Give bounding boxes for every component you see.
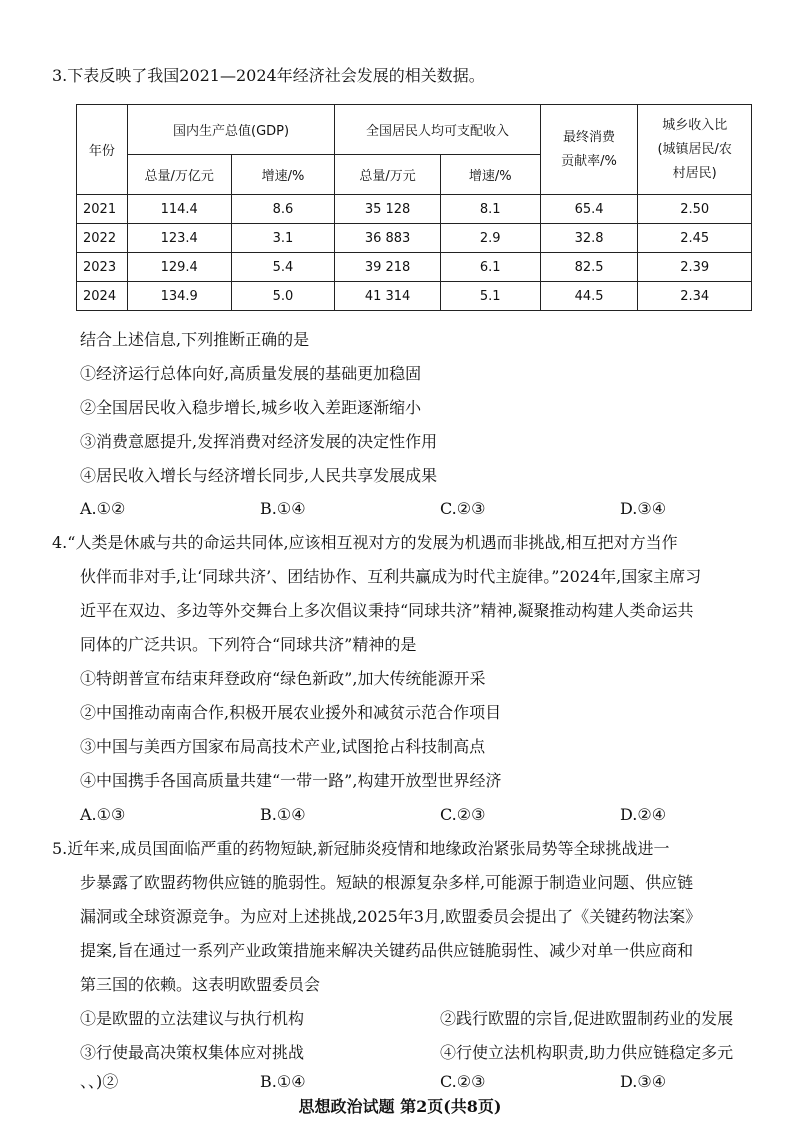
table-sub-income-total: 总量/万元 (335, 155, 441, 195)
q4-statement-2: ②中国推动南南合作,积极开展农业援外和减贫示范合作项目 (80, 703, 502, 722)
q4-option-c[interactable]: C.②③ (440, 805, 486, 824)
q4-option-b[interactable]: B.①④ (260, 805, 306, 824)
table-cell: 2.9 (440, 224, 540, 253)
q4-statement-3: ③中国与美西方国家布局高技术产业,试图抢占科技制高点 (80, 737, 486, 756)
table-header-consumption-line2: 贡献率/% (561, 153, 617, 169)
q3-statement-2: ②全国居民收入稳步增长,城乡收入差距逐渐缩小 (80, 398, 422, 417)
table-row (77, 253, 752, 282)
table-cell: 2021 (77, 195, 128, 224)
table-cell: 2.34 (638, 282, 752, 311)
q4-stem-line-2: 伙伴而非对手,让‘同球共济’、团结协作、互利共赢成为时代主旋律。”2024年,国家主席习 (80, 567, 702, 586)
table-row (77, 282, 752, 311)
table-cell: 5.1 (440, 282, 540, 311)
table-cell: 65.4 (540, 195, 638, 224)
q3-option-c[interactable]: C.②③ (440, 499, 486, 518)
table-header-consumption-line1: 最终消费 (563, 129, 616, 145)
table-cell: 134.9 (127, 282, 231, 311)
q5-statement-1: ①是欧盟的立法建议与执行机构 (80, 1009, 305, 1028)
q3-statement-3: ③消费意愿提升,发挥消费对经济发展的决定性作用 (80, 432, 438, 451)
q3-statement-4: ④居民收入增长与经济增长同步,人民共享发展成果 (80, 466, 438, 485)
page-footer: 思想政治试题 第2页(共8页) (298, 1097, 502, 1116)
q4-statement-1: ①特朗普宣布结束拜登政府“绿色新政”,加大传统能源开采 (80, 669, 486, 688)
q3-option-a[interactable]: A.①② (80, 499, 126, 518)
q5-stem-line-2: 步暴露了欧盟药物供应链的脆弱性。短缺的根源复杂多样,可能源于制造业问题、供应链 (80, 873, 694, 892)
q4-stem-line-1: 4.“人类是休戚与共的命运共同体,应该相互视对方的发展为机遇而非挑战,相互把对方当作 (52, 533, 678, 552)
table-cell: 3.1 (231, 224, 335, 253)
q3-option-d[interactable]: D.③④ (620, 499, 667, 518)
table-cell: 2023 (77, 253, 128, 282)
q3-option-b[interactable]: B.①④ (260, 499, 306, 518)
q4-stem-line-3: 近平在双边、多边等外交舞台上多次倡议秉持“同球共济”精神,凝聚推动构建人类命运共 (80, 601, 694, 620)
table-sub-gdp-growth: 增速/% (231, 155, 335, 195)
q5-statement-3: ③行使最高决策权集体应对挑战 (80, 1043, 305, 1062)
table-cell: 2024 (77, 282, 128, 311)
table-cell: 123.4 (127, 224, 231, 253)
economic-data-table (76, 104, 752, 311)
table-cell: 5.0 (231, 282, 335, 311)
table-cell: 44.5 (540, 282, 638, 311)
table-sub-income-growth: 增速/% (440, 155, 540, 195)
q3-statement-1: ①经济运行总体向好,高质量发展的基础更加稳固 (80, 364, 422, 383)
q5-stem-line-5: 第三国的依赖。这表明欧盟委员会 (80, 975, 321, 994)
q5-option-b[interactable]: B.①④ (260, 1072, 306, 1091)
table-cell: 32.8 (540, 224, 638, 253)
table-cell: 35 128 (335, 195, 441, 224)
q3-prompt: 结合上述信息,下列推断正确的是 (80, 330, 310, 349)
q4-option-a[interactable]: A.①③ (80, 805, 126, 824)
q5-option-a[interactable]: 、、)② (80, 1072, 119, 1091)
table-sub-gdp-total: 总量/万亿元 (127, 155, 231, 195)
q4-statement-4: ④中国携手各国高质量共建“一带一路”,构建开放型世界经济 (80, 771, 502, 790)
q5-option-c[interactable]: C.②③ (440, 1072, 486, 1091)
table-cell: 82.5 (540, 253, 638, 282)
table-header-ratio-line2: (城镇居民/农 (657, 141, 732, 157)
table-cell: 8.6 (231, 195, 335, 224)
table-cell: 129.4 (127, 253, 231, 282)
table-cell: 2022 (77, 224, 128, 253)
q3-stem: 3.下表反映了我国2021—2024年经济社会发展的相关数据。 (52, 66, 485, 85)
table-header-year: 年份 (77, 105, 128, 195)
table-row (77, 224, 752, 253)
table-header-ratio (638, 105, 752, 195)
q4-option-d[interactable]: D.②④ (620, 805, 667, 824)
q5-statement-2: ②践行欧盟的宗旨,促进欧盟制药业的发展 (440, 1009, 734, 1028)
table-cell: 6.1 (440, 253, 540, 282)
table-cell: 39 218 (335, 253, 441, 282)
table-header-income: 全国居民人均可支配收入 (335, 105, 540, 155)
table-row (77, 195, 752, 224)
table-header-ratio-line3: 村居民) (672, 165, 717, 181)
table-cell: 2.50 (638, 195, 752, 224)
table-cell: 41 314 (335, 282, 441, 311)
q5-stem-line-3: 漏洞或全球资源竞争。为应对上述挑战,2025年3月,欧盟委员会提出了《关键药物法案》 (80, 907, 702, 926)
table-cell: 5.4 (231, 253, 335, 282)
table-cell: 114.4 (127, 195, 231, 224)
table-header-ratio-line1: 城乡收入比 (662, 117, 728, 133)
table-cell: 36 883 (335, 224, 441, 253)
q5-option-d[interactable]: D.③④ (620, 1072, 667, 1091)
q5-stem-line-4: 提案,旨在通过一系列产业政策措施来解决关键药品供应链脆弱性、减少对单一供应商和 (80, 941, 694, 960)
q4-stem-line-4: 同体的广泛共识。下列符合“同球共济”精神的是 (80, 635, 417, 654)
table-header-consumption (540, 105, 638, 195)
table-header-gdp: 国内生产总值(GDP) (127, 105, 335, 155)
table-cell: 8.1 (440, 195, 540, 224)
q5-stem-line-1: 5.近年来,成员国面临严重的药物短缺,新冠肺炎疫情和地缘政治紧张局势等全球挑战进一 (52, 839, 670, 858)
table-cell: 2.45 (638, 224, 752, 253)
q5-statement-4: ④行使立法机构职责,助力供应链稳定多元 (440, 1043, 734, 1062)
table-cell: 2.39 (638, 253, 752, 282)
